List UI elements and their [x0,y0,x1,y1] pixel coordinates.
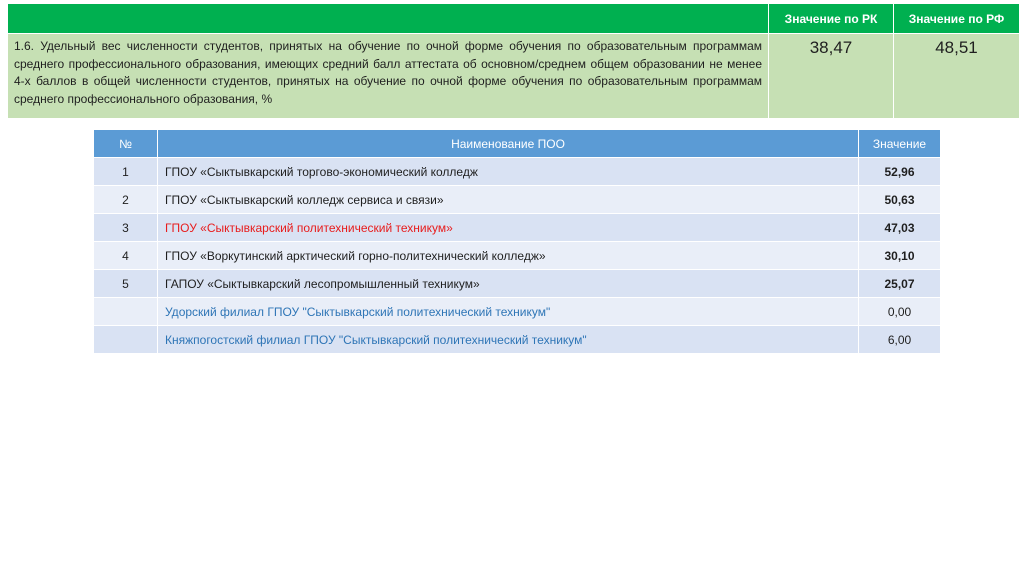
row-name: Удорский филиал ГПОУ "Сыктывкарский политехнический техникум" [158,298,859,326]
header-value-rf: Значение по РФ [894,4,1020,34]
row-name: Княжпогостский филиал ГПОУ "Сыктывкарский политехнический техникум" [158,326,859,354]
indicator-description: 1.6. Удельный вес численности студентов, принятых на обучение по очной форме обучения по образовательным программам среднего профессионального образования, имеющих средний балл аттестата об основном/среднем общем образовании не менее 4-х баллов в общей численности студентов, принятых на обучение по очной форме обучения по образовательным программам среднего профессионального образования, % [14,39,762,106]
column-header-value: Значение [859,130,941,158]
value-rk: 38,47 [809,38,853,57]
row-name: ГПОУ «Сыктывкарский политехнический техникум» [158,214,859,242]
table-row [94,270,941,298]
row-value: 30,10 [859,242,941,270]
value-rk-cell [769,34,894,119]
poo-table-header [94,130,941,158]
table-row [94,186,941,214]
row-number: 2 [94,186,158,214]
column-header-number: № [94,130,158,158]
row-number: 5 [94,270,158,298]
row-value: 52,96 [859,158,941,186]
table-row [94,158,941,186]
row-number [94,298,158,326]
row-value: 50,63 [859,186,941,214]
indicator-header-empty [8,4,769,34]
row-name: ГПОУ «Воркутинский арктический горно-политехнический колледж» [158,242,859,270]
value-rf-cell [894,34,1020,119]
row-value: 0,00 [859,298,941,326]
table-row-branch [94,298,941,326]
row-name: ГПОУ «Сыктывкарский колледж сервиса и связи» [158,186,859,214]
table-row [94,242,941,270]
row-number: 4 [94,242,158,270]
column-header-name: Наименование ПОО [158,130,859,158]
row-name: ГПОУ «Сыктывкарский торгово-экономический колледж [158,158,859,186]
row-number: 1 [94,158,158,186]
indicator-table [7,3,1020,119]
row-name: ГАПОУ «Сыктывкарский лесопромышленный техникум» [158,270,859,298]
value-rf: 48,51 [935,38,978,57]
poo-table [93,129,941,354]
row-value: 25,07 [859,270,941,298]
header-value-rk: Значение по РК [769,4,894,34]
table-row-branch [94,326,941,354]
row-value: 6,00 [859,326,941,354]
row-number [94,326,158,354]
table-row-highlighted [94,214,941,242]
indicator-body-row [8,34,1020,119]
indicator-header-row [8,4,1020,34]
row-value: 47,03 [859,214,941,242]
indicator-description-cell [8,34,769,119]
row-number: 3 [94,214,158,242]
